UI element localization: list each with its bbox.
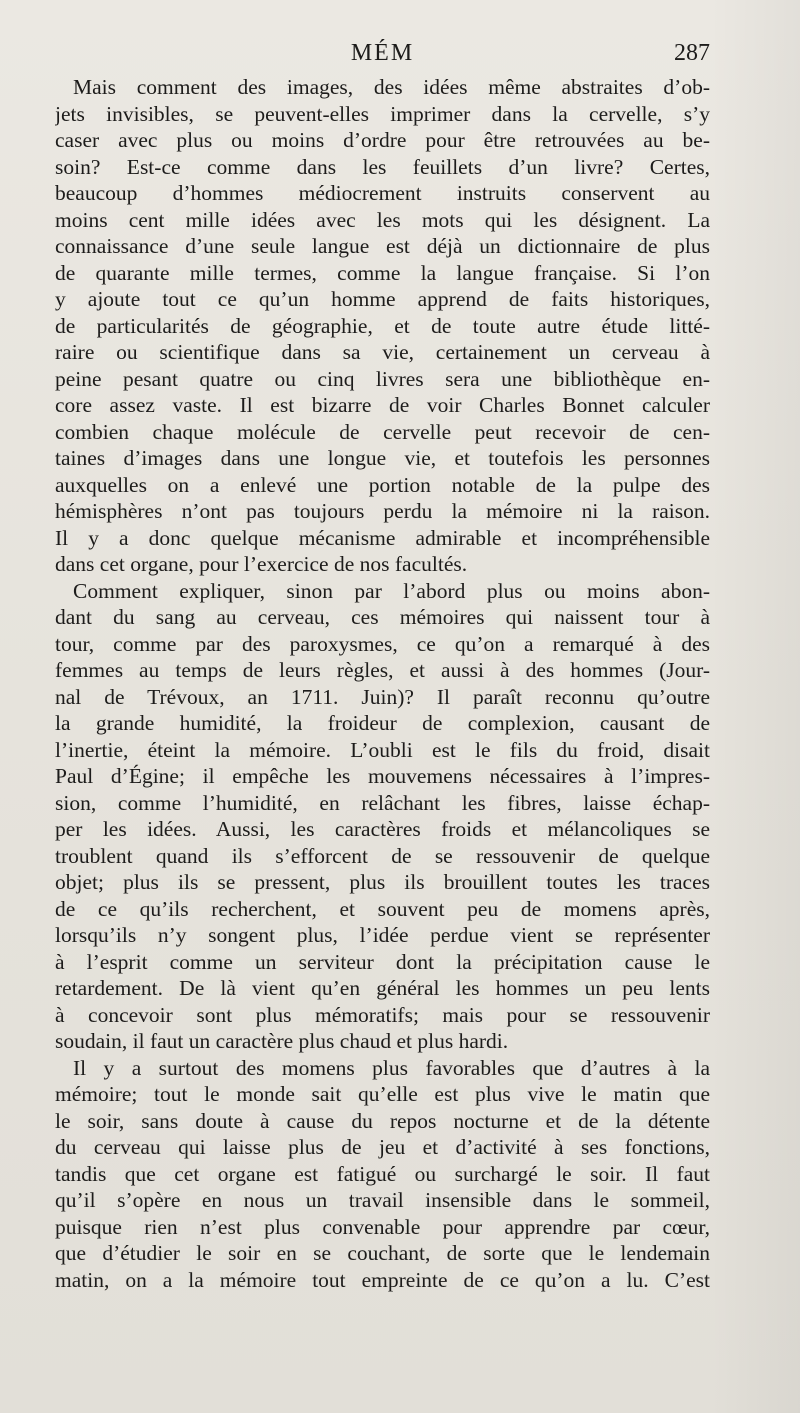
text-line: tour, comme par des paroxysmes, ce qu’on a remarqué à des	[55, 631, 710, 656]
text-line: combien chaque molécule de cervelle peut recevoir de cen-	[55, 419, 710, 444]
text-line: tandis que cet organe est fatigué ou surchargé le soir. Il faut	[55, 1161, 710, 1186]
text-line: la grande humidité, la froideur de complexion, causant de	[55, 711, 710, 735]
text-line: hémisphères n’ont pas toujours perdu la mémoire ni la raison.	[55, 499, 710, 523]
text-line: du cerveau qui laisse plus de jeu et d’activité à ses fonctions,	[55, 1135, 710, 1159]
text-line: peine pesant quatre ou cinq livres sera une bibliothèque en-	[55, 366, 710, 391]
body-text	[55, 74, 710, 1293]
text-line: sion, comme l’humidité, en relâchant les fibres, laisse échap-	[55, 790, 710, 815]
text-line: beaucoup d’hommes médiocrement instruits conservent au	[55, 181, 710, 205]
text-line: puisque rien n’est plus convenable pour apprendre par cœur,	[55, 1214, 710, 1239]
text-line: raire ou scientifique dans sa vie, certainement un cerveau à	[55, 340, 710, 364]
text-line: Comment expliquer, sinon par l’abord plus ou moins abon-	[73, 578, 710, 603]
text-line: lorsqu’ils n’y songent plus, l’idée perdue vient se représenter	[55, 923, 710, 947]
text-line: de quarante mille termes, comme la langue française. Si l’on	[55, 260, 710, 285]
text-line: caser avec plus ou moins d’ordre pour être retrouvées au be-	[55, 128, 710, 152]
text-line: de ce qu’ils recherchent, et souvent peu de momens après,	[55, 896, 710, 921]
text-line: retardement. De là vient qu’en général les hommes un peu lents	[55, 976, 710, 1000]
text-line: matin, on a la mémoire tout empreinte de ce qu’on a lu. C’est	[55, 1267, 710, 1292]
text-line: à concevoir sont plus mémoratifs; mais pour se ressouvenir	[55, 1002, 710, 1027]
text-line: jets invisibles, se peuvent-elles imprimer dans la cervelle, s’y	[55, 101, 710, 126]
text-line: de particularités de géographie, et de toute autre étude litté-	[55, 313, 710, 338]
text-line: qu’il s’opère en nous un travail insensible dans le sommeil,	[55, 1188, 710, 1212]
text-line: que d’étudier le soir en se couchant, de sorte que le lendemain	[55, 1241, 710, 1265]
text-line: Il y a surtout des momens plus favorables que d’autres à la	[73, 1055, 710, 1080]
text-line: Paul d’Égine; il empêche les mouvemens nécessaires à l’impres-	[55, 764, 710, 788]
text-line: troublent quand ils s’efforcent de se ressouvenir de quelque	[55, 843, 710, 868]
text-line: dans cet organe, pour l’exercice de nos facultés.	[55, 552, 468, 576]
text-line: Il y a donc quelque mécanisme admirable et incompréhensible	[55, 525, 710, 550]
text-line: taines d’images dans une longue vie, et toutefois les personnes	[55, 446, 710, 470]
text-line: soin? Est-ce comme dans les feuillets d’un livre? Certes,	[55, 154, 710, 179]
text-line: auxquelles on a enlevé une portion notable de la pulpe des	[55, 472, 710, 497]
page-number: 287	[674, 40, 710, 66]
text-line: à l’esprit comme un serviteur dont la précipitation cause le	[55, 949, 710, 974]
running-head: MÉM	[350, 40, 415, 66]
text-line: objet; plus ils se pressent, plus ils brouillent toutes les traces	[55, 870, 710, 894]
text-line: per les idées. Aussi, les caractères froids et mélancoliques se	[55, 817, 710, 841]
text-line: nal de Trévoux, an 1711. Juin)? Il paraît reconnu qu’outre	[55, 684, 710, 709]
text-line: mémoire; tout le monde sait qu’elle est plus vive le matin que	[55, 1082, 710, 1106]
text-line: soudain, il faut un caractère plus chaud et plus hardi.	[55, 1029, 509, 1053]
text-line: le soir, sans doute à cause du repos nocturne et de la détente	[55, 1108, 710, 1133]
text-line: connaissance d’une seule langue est déjà un dictionnaire de plus	[55, 234, 710, 258]
page-shading	[710, 0, 800, 1413]
text-line: dant du sang au cerveau, ces mémoires qui naissent tour à	[55, 605, 710, 629]
text-line: y ajoute tout ce qu’un homme apprend de faits historiques,	[55, 287, 710, 311]
page-header	[55, 40, 710, 74]
text-line: l’inertie, éteint la mémoire. L’oubli est le fils du froid, disait	[55, 737, 710, 762]
text-line: femmes au temps de leurs règles, et aussi à des hommes (Jour-	[55, 658, 710, 682]
text-line: Mais comment des images, des idées même abstraites d’ob-	[73, 75, 710, 99]
text-line: moins cent mille idées avec les mots qui les désignent. La	[55, 207, 710, 232]
text-line: core assez vaste. Il est bizarre de voir Charles Bonnet calculer	[55, 393, 710, 417]
